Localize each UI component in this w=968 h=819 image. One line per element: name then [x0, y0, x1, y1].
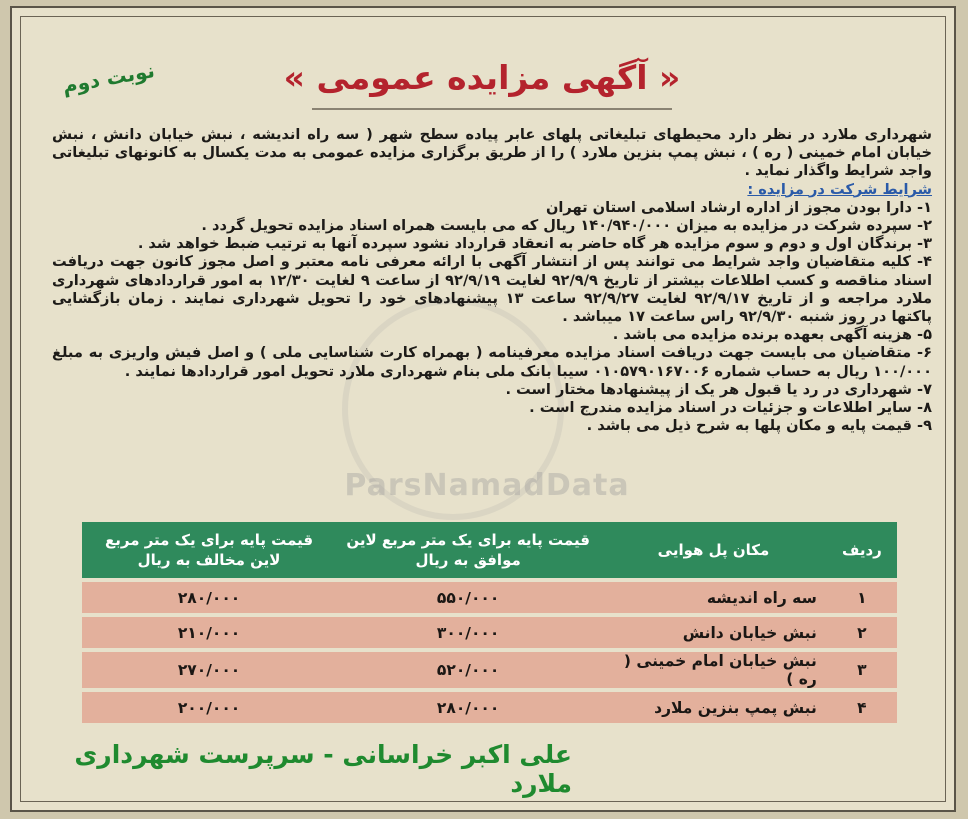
turn-label: نوبت دوم — [60, 58, 157, 98]
table-row — [82, 617, 897, 648]
row-location: نبش پمپ بنزین ملارد — [600, 692, 827, 723]
condition-item: ۲- سپرده شرکت در مزایده به میزان ۱۴۰/۹۴۰/۰۰۰ ریال که می بایست همراه اسناد مزایده تحویل گردد . — [201, 217, 932, 235]
title-divider — [312, 108, 672, 110]
row-agree-price: ۲۸۰/۰۰۰ — [336, 692, 600, 723]
table-header-row — [82, 522, 897, 578]
condition-item: ۷- شهرداری در رد یا قبول هر یک از پیشنهادها مختار است . — [505, 380, 932, 398]
header-index: ردیف — [827, 522, 897, 578]
row-agree-price: ۳۰۰/۰۰۰ — [336, 617, 600, 648]
row-agree-price: ۵۲۰/۰۰۰ — [336, 652, 600, 688]
condition-item: ۱- دارا بودن مجوز از اداره ارشاد اسلامی استان تهران — [545, 198, 932, 216]
condition-item: ۴- کلیه متقاضیان واجد شرایط می توانند پس از انتشار آگهی با ارائه معرفی نامه معتبر و اصل مجوز کانون جهت دریافت اسناد مناقصه و کسب اطلاعات بیشتر از تاریخ ۹۲/۹/۹ لغایت ۹۲/۹/۱۹ از ساعت ۹ لغایت ۱۲/۳۰ به امور قراردادهای شهرداری ملارد مراجعه و از تاریخ ۹۲/۹/۱۷ لغایت ۹۲/۹/۲۷ ساعت ۱۳ پیشنهادهای خود را تحویل شهرداری نمایند . زمان بازگشایی پاکتها در روز شنبه ۹۲/۹/۳۰ راس ساعت ۱۷ میباشد . — [52, 253, 932, 326]
row-opposite-price: ۲۷۰/۰۰۰ — [82, 652, 336, 688]
row-index: ۳ — [827, 652, 897, 688]
header-opposite-price: قیمت پایه برای یک متر مربع لاین مخالف به ریال — [82, 522, 336, 578]
condition-item: ۶- متقاضیان می بایست جهت دریافت اسناد مزایده معرفینامه ( بهمراه کارت شناسایی ملی ) و اصل فیش واریزی به مبلغ ۱۰۰/۰۰۰ ریال به حساب شماره ۰۱۰۵۷۹۰۱۶۷۰۰۶ سیبا بانک ملی بنام شهرداری ملارد تحویل امور قراردادها نمایند . — [52, 344, 932, 380]
row-location: نبش خیابان امام خمینی ( ره ) — [600, 652, 827, 688]
conditions-heading: شرایط شرکت در مزایده : — [747, 180, 932, 198]
signature-line: علی اکبر خراسانی - سرپرست شهرداری ملارد — [74, 740, 572, 798]
row-index: ۲ — [827, 617, 897, 648]
condition-item: ۵- هزینه آگهی بعهده برنده مزایده می باشد . — [612, 326, 932, 344]
row-opposite-price: ۲۸۰/۰۰۰ — [82, 582, 336, 613]
row-opposite-price: ۲۰۰/۰۰۰ — [82, 692, 336, 723]
ad-title: « آگهی مزایده عمومی » — [283, 58, 681, 97]
newspaper-ad — [10, 6, 956, 812]
condition-item: ۹- قیمت پایه و مکان پلها به شرح ذیل می باشد . — [586, 417, 932, 435]
table-row — [82, 582, 897, 613]
row-index: ۱ — [827, 582, 897, 613]
condition-item: ۳- برندگان اول و دوم و سوم مزایده هر گاه حاضر به انعقاد قرارداد نشود سپرده آنها به ترتیب ضبط خواهد شد . — [137, 235, 932, 253]
row-index: ۴ — [827, 692, 897, 723]
row-location: سه راه اندیشه — [600, 582, 827, 613]
price-table — [82, 518, 897, 727]
conditions-list — [52, 199, 932, 436]
ad-body — [52, 126, 932, 435]
watermark-text: ParsNamadData — [344, 468, 630, 503]
condition-item: ۸- سایر اطلاعات و جزئیات در اسناد مزایده مندرج است . — [529, 399, 932, 417]
header-location: مکان پل هوایی — [600, 522, 827, 578]
row-agree-price: ۵۵۰/۰۰۰ — [336, 582, 600, 613]
row-opposite-price: ۲۱۰/۰۰۰ — [82, 617, 336, 648]
header-agree-price: قیمت پایه برای یک متر مربع لاین موافق به ریال — [336, 522, 600, 578]
table-row — [82, 652, 897, 688]
row-location: نبش خیابان دانش — [600, 617, 827, 648]
table-row — [82, 692, 897, 723]
intro-paragraph: شهرداری ملارد در نظر دارد محیطهای تبلیغاتی پلهای عابر پیاده سطح شهر ( سه راه اندیشه ، نبش خیابان دانش ، نبش خیابان امام خمینی ( ره ) ، نبش پمپ بنزین ملارد ) را از طریق برگزاری مزایده عمومی به مدت یکسال به کانونهای تبلیغاتی واجد شرایط واگذار نماید . — [52, 126, 932, 180]
